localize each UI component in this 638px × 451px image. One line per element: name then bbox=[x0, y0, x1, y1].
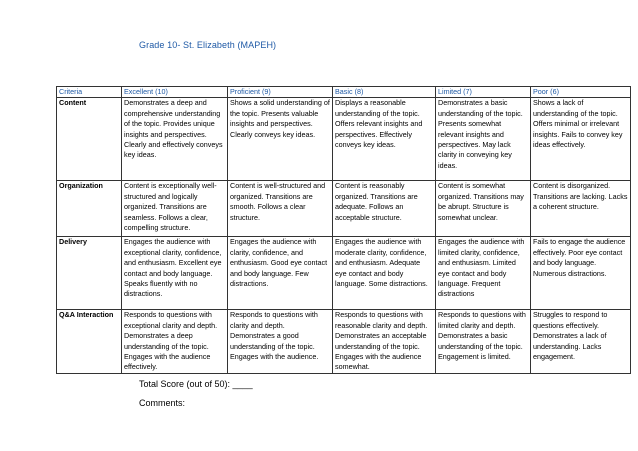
rubric-table bbox=[56, 86, 631, 374]
table-row bbox=[57, 181, 631, 237]
total-score-label: Total Score (out of 50): ____ bbox=[139, 379, 253, 389]
page-title: Grade 10- St. Elizabeth (MAPEH) bbox=[139, 40, 277, 50]
header-criteria: Criteria bbox=[57, 87, 122, 98]
table-cell: Engages the audience with clarity, confidence, and enthusiasm. Good eye contact and body language. Few distractions. bbox=[228, 237, 333, 310]
header-basic: Basic (8) bbox=[333, 87, 436, 98]
criterion-cell: Content bbox=[57, 98, 122, 181]
table-cell: Responds to questions with exceptional clarity and depth. Demonstrates a deep understanding of the topic. Engages with the audience effectively. bbox=[122, 310, 228, 373]
table-cell: Demonstrates a basic understanding of the topic. Presents somewhat relevant insights and perspectives. May lack clarity in conveying key ideas. bbox=[436, 98, 531, 181]
criterion-cell: Q&A Interaction bbox=[57, 310, 122, 373]
table-cell: Displays a reasonable understanding of the topic. Offers relevant insights and perspectives. Effectively conveys key ideas. bbox=[333, 98, 436, 181]
table-cell: Engages the audience with limited clarity, confidence, and enthusiasm. Limited eye contact and body language. Frequent distractions bbox=[436, 237, 531, 310]
table-cell: Demonstrates a deep and comprehensive understanding of the topic. Provides unique insights and perspectives. Clearly and effectively conveys key ideas. bbox=[122, 98, 228, 181]
table-cell: Content is exceptionally well-structured and logically organized. Transitions are seamless. Follows a clear, compelling structure. bbox=[122, 181, 228, 237]
table-cell: Engages the audience with exceptional clarity, confidence, and enthusiasm. Excellent eye contact and body language. Speaks fluently with no distractions. bbox=[122, 237, 228, 310]
table-cell: Shows a solid understanding of the topic. Presents valuable insights and perspectives. Clearly conveys key ideas. bbox=[228, 98, 333, 181]
table-cell: Responds to questions with clarity and depth. Demonstrates a good understanding of the topic. Engages with the audience. bbox=[228, 310, 333, 373]
table-cell: Responds to questions with limited clarity and depth. Demonstrates a basic understanding of the topic. Engagement is limited. bbox=[436, 310, 531, 373]
header-poor: Poor (6) bbox=[531, 87, 631, 98]
table-row bbox=[57, 237, 631, 310]
criterion-cell: Delivery bbox=[57, 237, 122, 310]
header-excellent: Excellent (10) bbox=[122, 87, 228, 98]
header-limited: Limited (7) bbox=[436, 87, 531, 98]
table-row bbox=[57, 310, 631, 373]
table-header-row bbox=[57, 87, 631, 98]
table-cell: Content is reasonably organized. Transitions are adequate. Follows an acceptable structure. bbox=[333, 181, 436, 237]
table-row bbox=[57, 98, 631, 181]
table-cell: Struggles to respond to questions effectively. Demonstrates a lack of understanding. Lacks engagement. bbox=[531, 310, 631, 373]
criterion-cell: Organization bbox=[57, 181, 122, 237]
table-cell: Content is somewhat organized. Transitions may be abrupt. Structure is somewhat unclear. bbox=[436, 181, 531, 237]
table-cell: Engages the audience with moderate clarity, confidence, and enthusiasm. Adequate eye contact and body language. Some distractions. bbox=[333, 237, 436, 310]
table-cell: Shows a lack of understanding of the topic. Offers minimal or irrelevant insights. Fails to convey key ideas effectively. bbox=[531, 98, 631, 181]
table-cell: Content is well-structured and organized. Transitions are smooth. Follows a clear structure. bbox=[228, 181, 333, 237]
header-proficient: Proficient (9) bbox=[228, 87, 333, 98]
table-cell: Fails to engage the audience effectively. Poor eye contact and body language. Numerous distractions. bbox=[531, 237, 631, 310]
table-cell: Content is disorganized. Transitions are lacking. Lacks a coherent structure. bbox=[531, 181, 631, 237]
comments-label: Comments: bbox=[139, 398, 186, 408]
table-cell: Responds to questions with reasonable clarity and depth. Demonstrates an acceptable understanding of the topic. Engages with the audience somewhat. bbox=[333, 310, 436, 373]
